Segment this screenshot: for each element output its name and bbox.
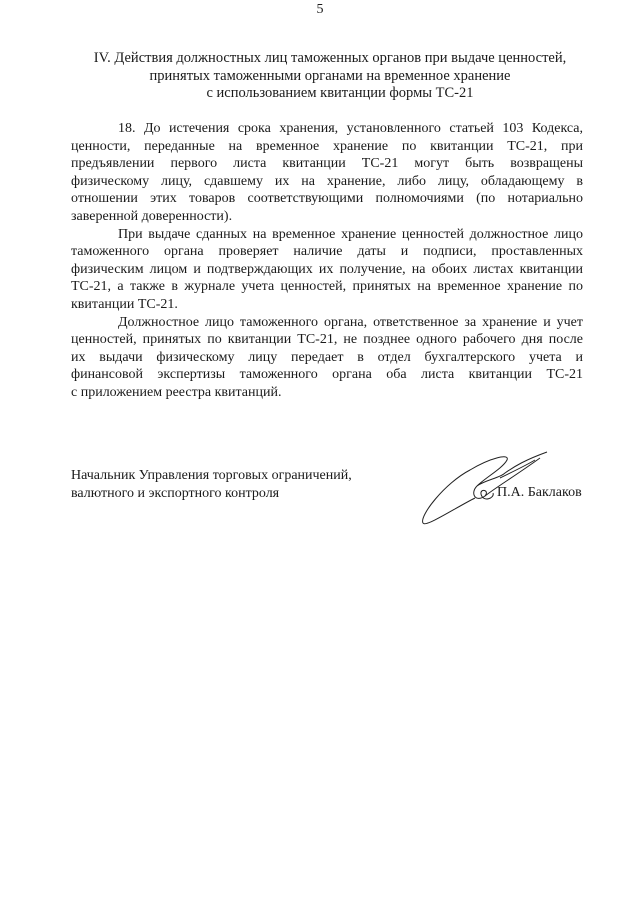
signatory-title-line: Начальник Управления торговых ограничений,	[71, 468, 352, 483]
text-line: ценности, переданные на временное хранение по квитанции ТС-21, при	[71, 138, 583, 154]
text-line: отношении этих товаров соответствующими полномочиями (по нотариально	[71, 191, 583, 207]
text-line: ценностей, принятых по квитанции ТС-21, не позднее одного рабочего дня после	[71, 332, 583, 348]
signatory-name: П.А. Баклаков	[497, 485, 582, 500]
text-line: 18. До истечения срока хранения, установленного статьей 103 Кодекса,	[118, 121, 583, 136]
heading-line: IV. Действия должностных лиц таможенных органов при выдаче ценностей,	[93, 50, 567, 66]
text-line: ТС-21, а также в журнале учета ценностей, принятых на временное хранение по	[71, 279, 583, 295]
paragraph-accounting-transfer	[71, 314, 583, 402]
signatory-title	[71, 467, 352, 503]
text-line: финансовой экспертизы таможенного органа оба листа квитанции ТС-21	[71, 367, 583, 383]
text-line: физическому лицу, сдавшему их на хранение, либо лицу, обладающему в	[71, 173, 583, 189]
text-line: предъявлении первого листа квитанции ТС-21 могут быть возвращены	[71, 156, 583, 172]
text-line: квитанции ТС-21.	[71, 296, 178, 312]
text-line: При выдаче сданных на временное хранение ценностей должностное лицо	[118, 226, 583, 242]
paragraph-issuance-check	[71, 226, 583, 314]
text-line: с приложением реестра квитанций.	[71, 384, 282, 400]
text-line: физическим лицом и подтверждающих их получение, на обоих листах квитанции	[71, 261, 583, 277]
heading-line: с использованием квитанции формы ТС-21	[206, 85, 474, 101]
page-number: 5	[316, 2, 324, 17]
text-line: таможенного органа проверяет наличие даты и подписи, проставленных	[71, 244, 583, 260]
signatory-title-line: валютного и экспортного контроля	[71, 486, 280, 501]
text-line: Должностное лицо таможенного органа, ответственное за хранение и учет	[118, 314, 583, 330]
paragraph-18	[71, 120, 583, 226]
text-line: заверенной доверенности).	[71, 208, 233, 224]
document-body	[71, 120, 583, 402]
section-heading	[60, 50, 600, 103]
heading-line: принятых таможенными органами на временное хранение	[149, 67, 511, 84]
text-line: их выдачи физическому лицу передает в отдел бухгалтерского учета и	[71, 349, 583, 365]
